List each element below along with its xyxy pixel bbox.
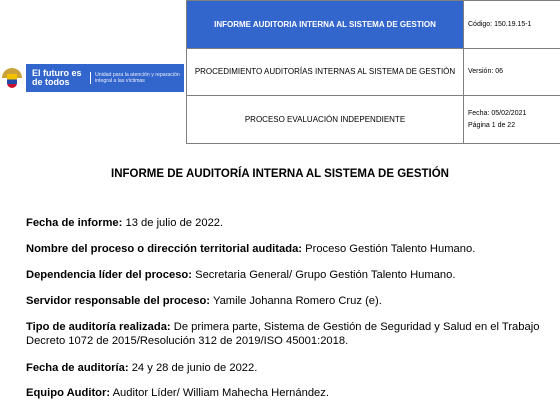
field-value: De primera parte, Sistema de Gestión de Seguridad y Salud en el Trabajo Decreto 1072 de 2015/Resolución 312 de 2019/ISO 45001:2018.: [26, 321, 540, 347]
field-label: Equipo Auditor:: [26, 387, 111, 399]
page-number: Página 1 de 22: [468, 121, 516, 129]
brand-line: El futuro es de todos: [32, 67, 82, 87]
field-audit-team: [26, 386, 546, 400]
date-page-cell: [464, 96, 560, 144]
logo-cell: [0, 1, 187, 144]
document-header-table: [0, 0, 560, 144]
institution-logo: [0, 64, 186, 92]
field-label: Fecha de informe:: [26, 217, 123, 229]
process-name: PROCESO EVALUACIÓN INDEPENDIENTE: [187, 96, 464, 144]
field-value: Auditor Líder/ William Mahecha Hernández.: [112, 387, 329, 399]
field-report-date: [26, 216, 546, 230]
field-lead-department: [26, 268, 546, 282]
field-label: Fecha de auditoría:: [26, 362, 129, 374]
field-process-name: [26, 242, 546, 256]
field-audit-type: [26, 320, 546, 348]
field-responsible-servant: [26, 294, 546, 308]
field-label: Servidor responsable del proceso:: [26, 295, 211, 307]
field-label: Nombre del proceso o dirección territorial auditada:: [26, 243, 303, 255]
document-version: Versión: 06: [464, 48, 560, 96]
field-label: Tipo de auditoría realizada:: [26, 321, 171, 333]
field-audit-date: [26, 361, 546, 375]
brand-subline: Unidad para la atención y reparación integral a las víctimas: [90, 72, 181, 84]
brand-banner: [26, 64, 184, 92]
coat-of-arms-icon: [2, 66, 22, 90]
document-title: INFORME DE AUDITORÍA INTERNA AL SISTEMA DE GESTIÓN: [111, 168, 449, 180]
document-code: Código: 150.19.15-1: [464, 1, 560, 49]
field-value: Proceso Gestión Talento Humano.: [305, 243, 476, 255]
field-value: Yamile Johanna Romero Cruz (e).: [212, 295, 382, 307]
field-value: 13 de julio de 2022.: [125, 217, 224, 229]
field-value: 24 y 28 de junio de 2022.: [131, 362, 258, 374]
procedure-name: PROCEDIMIENTO AUDITORÍAS INTERNAS AL SISTEMA DE GESTIÓN: [187, 48, 464, 96]
report-header-title: INFORME AUDITORIA INTERNA AL SISTEMA DE GESTION: [187, 1, 464, 49]
document-date: Fecha: 05/02/2021: [468, 109, 527, 117]
field-value: Secretaria General/ Grupo Gestión Talento Humano.: [195, 269, 456, 281]
field-label: Dependencia líder del proceso:: [26, 269, 192, 281]
